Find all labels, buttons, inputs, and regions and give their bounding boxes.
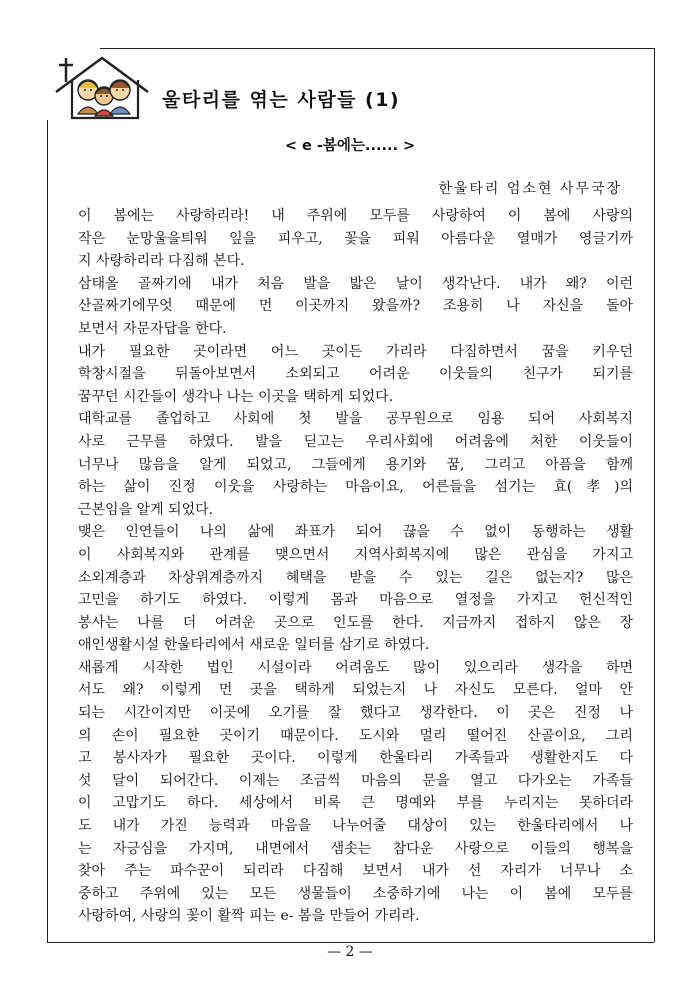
frame-right-border [654,48,655,942]
body-line: 새롭게 시작한 법인 시설이라 어려움도 많이 있으리라 생각을 하면 [78,659,633,676]
page-title: 울타리를 엮는 사람들 (1) [162,89,401,111]
frame-left-border [47,120,48,942]
body-line: 삼태올 골짜기에 내가 처음 발을 밟은 날이 생각난다. 내가 왜? 이런 [78,275,633,292]
body-line: 의 손이 필요한 곳이기 때문이다. 도시와 멀리 떨어진 산골이요, 그리 [78,727,633,744]
body-line: 사로 근무를 하였다. 발을 딛고는 우리사회에 어려움에 처한 이웃들이 [78,433,633,450]
body-line: 찾아 주는 파수꾼이 되리라 다짐해 보면서 내가 선 자리가 너무나 소 [78,863,633,880]
body-line: 섯 달이 되어간다. 이제는 조금씩 마음의 문을 열고 다가오는 가족들 [78,772,633,789]
article-body [78,205,633,928]
body-line: 도 내가 가진 능력과 마음을 나누어줄 대상이 있는 한울타리에서 나 [78,818,633,835]
body-line: 봉사는 나를 더 어려운 곳으로 인도를 한다. 지금까지 접하지 않은 장 [78,614,633,631]
body-line: 근본임을 알게 되었다. [78,501,214,518]
body-line: 이 고맙기도 하다. 세상에서 비록 큰 명예와 부를 누리지는 못하더라 [78,795,633,812]
article-author: 한울타리 엄소현 사무국장 [438,181,622,197]
body-line: 꿈꾸던 시간들이 생각나 나는 이곳을 택하게 되었다. [78,388,394,405]
body-line: 보면서 자문자답을 한다. [78,320,227,337]
body-line: 너무나 많음을 알게 되었고, 그들에게 용기와 꿈, 그리고 아픔을 함께 [78,456,633,473]
body-line: 지 사랑하리라 다짐해 본다. [78,253,245,270]
body-line: 애인생활시설 한울타리에서 새로운 일터를 삼기로 하였다. [78,637,430,654]
body-line: 고민을 하기도 하였다. 이렇게 몸과 마음으로 열정을 가지고 헌신적인 [78,592,633,609]
body-line: 하는 삶이 진정 이웃을 사랑하는 마음이요, 어른들을 섬기는 효(孝)의 [78,479,633,496]
body-line: 서도 왜? 이렇게 먼 곳을 택하게 되었는지 나 자신도 모른다. 얼마 안 [78,682,633,699]
body-line: 이 사회복지와 관계를 맺으면서 지역사회복지에 많은 관심을 가지고 [78,546,633,563]
body-line: 대학교를 졸업하고 사회에 첫 발을 공무원으로 임용 되어 사회복지 [78,411,633,428]
body-line: 산골짜기에무엇 때문에 먼 이곳까지 왔을까? 조용히 나 자신을 돌아 [78,298,633,315]
body-line: 내가 필요한 곳이라면 어느 곳이든 가리라 다짐하면서 꿈을 키우던 [78,343,633,360]
body-line: 는 자긍심을 가지며, 내면에서 샘솟는 참다운 사랑으로 이들의 행복을 [78,840,633,857]
body-line: 고 봉사자가 필요한 곳이다. 이렇게 한울타리 가족들과 생활한지도 다 [78,750,633,767]
page-number: — 2 — [327,944,373,960]
article-subtitle: < e -봄에는...... > [284,138,416,154]
body-line: 맺은 인연들이 나의 삶에 좌표가 되어 끊을 수 없이 동행하는 생활 [78,524,633,541]
body-line: 이 봄에는 사랑하리라! 내 주위에 모두를 사랑하여 이 봄에 사랑의 [78,208,633,224]
house-with-cross-and-people-icon [52,52,156,120]
body-line: 소외계층과 차상위계층까지 혜택을 받을 수 있는 길은 없는지? 많은 [78,569,633,586]
body-line: 사랑하여, 사랑의 꽃이 활짝 피는 e- 봄을 만들어 가리라. [78,908,420,925]
frame-top-border [100,48,655,49]
body-line: 중하고 주위에 있는 모든 생물들이 소중하기에 나는 이 봄에 모두를 [78,885,633,902]
body-line: 되는 시간이지만 이곳에 오기를 잘 했다고 생각한다. 이 곳은 진정 나 [78,705,633,722]
body-line: 학창시절을 뒤돌아보면서 소외되고 어려운 이웃들의 친구가 되기를 [78,366,633,383]
frame-bottom-border [47,942,654,943]
body-line: 작은 눈망울을틔워 잎을 피우고, 꽃을 피워 아름다운 열매가 영글기까 [78,230,633,247]
